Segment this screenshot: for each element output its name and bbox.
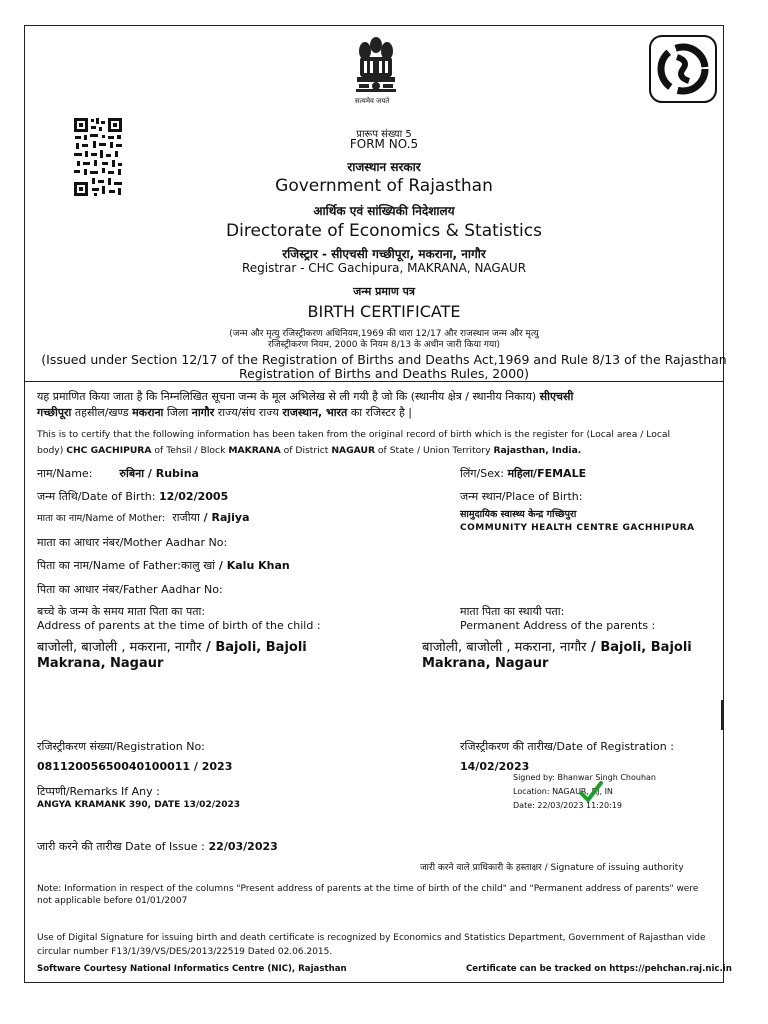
dob-row xyxy=(37,489,228,504)
software-courtesy: Software Courtesy National Informatics Centre (NIC), Rajasthan xyxy=(37,964,347,974)
form-number: FORM NO.5 xyxy=(349,137,419,151)
sex-row xyxy=(460,466,586,481)
issued-under-english-2: Registration of Births and Deaths Rules, 2000) xyxy=(238,366,529,381)
note-line-1: Note: Information in respect of the columns "Present address of parents at the time of birth of the child" and "Permanent address of parents" were xyxy=(37,884,699,894)
address-permanent-value-hindi: बाजोली, बाजोली , मकराना, नागौर xyxy=(422,640,587,655)
address-permanent-value-line-2: Makrana, Nagaur xyxy=(422,656,549,671)
header-divider xyxy=(24,381,724,382)
mother-aadhar-label: माता का आधार नंबर/Mother Aadhar No: xyxy=(37,536,228,549)
registrar-hindi: रजिस्ट्रार - सीएचसी गच्छीपूरा, मकराना, नागौर xyxy=(282,247,486,261)
dob-label: जन्म तिथि/Date of Birth: xyxy=(37,490,156,503)
emblem-motto: सत्यमेव जयते xyxy=(355,97,390,105)
certify-english-state-label: of State / Union Territory xyxy=(375,445,494,456)
sex-value: महिला/FEMALE xyxy=(507,467,587,480)
issued-under-hindi-2: रजिस्ट्रीकरण नियम, 2000 के नियम 8/13 के अधीन जारी किया गया) xyxy=(267,340,501,350)
name-row xyxy=(37,466,199,481)
digital-sign-date: Date: 22/03/2023 11:20:19 xyxy=(513,801,622,810)
certify-hindi-end: का रजिस्टर है | xyxy=(347,406,412,419)
certify-english-line-1: This is to certify that the following information has been taken from the original record of birth which is the register for (Local area / Local xyxy=(37,429,671,440)
remarks-value: ANGYA KRAMANK 390, DATE 13/02/2023 xyxy=(37,800,241,810)
name-label: नाम/Name: xyxy=(37,467,93,480)
digital-sign-location: Location: NAGAUR, RJ, IN xyxy=(513,787,613,796)
address-permanent-value-line-1 xyxy=(422,637,692,655)
certify-hindi-district-label: जिला xyxy=(163,406,192,419)
certify-english-state: Rajasthan, India. xyxy=(493,445,582,456)
registration-number-value: 08112005650040100011 / 2023 xyxy=(37,760,233,773)
dob-value: 12/02/2005 xyxy=(158,490,229,503)
certify-english-district-label: of District xyxy=(280,445,332,456)
mother-value-hindi: राजीया xyxy=(172,511,200,524)
tracking-link[interactable]: Certificate can be tracked on https://pehchan.raj.nic.in xyxy=(466,964,732,974)
certify-english-tehsil: MAKRANA xyxy=(228,445,281,456)
mother-value: / Rajiya xyxy=(199,511,250,524)
certificate-title-hindi: जन्म प्रमाण पत्र xyxy=(353,285,415,298)
government-title: Government of Rajasthan xyxy=(275,176,493,196)
issued-under-english-1: (Issued under Section 12/17 of the Registration of Births and Deaths Act,1969 and Rule 8/13 of the Rajasthan xyxy=(41,352,727,367)
directorate-hindi: आर्थिक एवं सांख्यिकी निदेशालय xyxy=(313,204,455,218)
pehchan-logo-icon xyxy=(649,35,717,103)
directorate-title: Directorate of Economics & Statistics xyxy=(226,221,542,241)
form-number-hindi: प्रारूप संख्या 5 xyxy=(356,129,412,140)
certify-english-tehsil-label: of Tehsil / Block xyxy=(151,445,229,456)
address-birth-value: / Bajoli, Bajoli xyxy=(201,640,307,655)
certify-hindi-line-1 xyxy=(37,389,573,404)
issue-date-value: 22/03/2023 xyxy=(204,840,278,853)
remarks-label: टिप्पणी/Remarks If Any : xyxy=(37,785,160,798)
father-value-hindi: कालु खां xyxy=(180,559,216,572)
address-birth-label: Address of parents at the time of birth of the child : xyxy=(37,619,321,632)
father-row xyxy=(37,558,290,573)
digital-signature-note-1: Use of Digital Signature for issuing birth and death certificate is recognized by Economics and Statistics Department, Government of Rajasthan vide xyxy=(37,933,706,943)
father-aadhar-label: पिता का आधार नंबर/Father Aadhar No: xyxy=(37,583,223,596)
sex-label: लिंग/Sex: xyxy=(460,467,504,480)
address-birth-hindi-label: बच्चे के जन्म के समय माता पिता का पता: xyxy=(37,605,206,618)
certificate-title: BIRTH CERTIFICATE xyxy=(307,302,461,321)
signature-label: जारी करने वाले प्राधिकारी के हस्ताक्षर / Signature of issuing authority xyxy=(420,863,684,873)
father-value: / Kalu Khan xyxy=(215,559,290,572)
certify-hindi-state: राजस्थान, भारत xyxy=(282,406,348,419)
issue-date-label: जारी करने की तारीख Date of Issue : xyxy=(37,840,205,853)
certify-hindi-local-body-2: गच्छीपूरा xyxy=(37,406,72,419)
certify-english-line-2 xyxy=(37,445,581,456)
address-birth-value-line-1 xyxy=(37,637,307,655)
certify-hindi-state-label: राज्य/संघ राज्य xyxy=(214,406,283,419)
address-birth-value-line-2: Makrana, Nagaur xyxy=(37,656,164,671)
government-hindi: राजस्थान सरकार xyxy=(347,160,421,174)
certify-hindi-tehsil: मकराना xyxy=(132,406,164,419)
registration-date-label: रजिस्ट्रीकरण की तारीख/Date of Registration : xyxy=(460,740,674,753)
mother-label: माता का नाम/Name of Mother: xyxy=(37,513,166,524)
certify-hindi-line-2 xyxy=(37,405,412,420)
issued-under-hindi-1: (जन्म और मृत्यु रजिस्ट्रीकरण अधिनियम,1969 की धारा 12/17 और राजस्थान जन्म और मृत्यु xyxy=(229,329,539,339)
mother-row xyxy=(37,510,250,525)
pob-label: जन्म स्थान/Place of Birth: xyxy=(460,490,583,503)
registration-date-value: 14/02/2023 xyxy=(460,760,530,773)
registrar-english: Registrar - CHC Gachipura, MAKRANA, NAGAUR xyxy=(241,261,527,275)
digital-signature-note-2: circular number F13/1/39/VS/DES/2013/22519 Dated 02.06.2015. xyxy=(37,947,333,957)
digital-signed-by: Signed by: Bhanwar Singh Chouhan xyxy=(513,773,656,782)
certify-hindi-district: नागौर xyxy=(191,406,215,419)
issue-date-row xyxy=(37,839,278,854)
verified-tick-icon xyxy=(578,779,604,805)
pob-value: COMMUNITY HEALTH CENTRE GACHHIPURA xyxy=(460,523,695,533)
address-birth-value-hindi: बाजोली, बाजोली , मकराना, नागौर xyxy=(37,640,202,655)
certify-hindi-tehsil-label: तहसील/खण्ड xyxy=(71,406,133,419)
name-value-hindi: रुबिना xyxy=(119,467,145,480)
certify-english-body-label: body) xyxy=(37,445,67,456)
address-permanent-label: Permanent Address of the parents : xyxy=(460,619,656,632)
certify-english-local-body: CHC GACHIPURA xyxy=(66,445,152,456)
name-value: / Rubina xyxy=(144,467,199,480)
registration-number-label: रजिस्ट्रीकरण संख्या/Registration No: xyxy=(37,740,205,753)
address-permanent-hindi-label: माता पिता का स्थायी पता: xyxy=(460,605,565,618)
certify-hindi-local-body: सीएचसी xyxy=(539,390,574,403)
side-mark xyxy=(721,700,723,730)
certify-english-district: NAGAUR xyxy=(331,445,376,456)
certify-hindi-text: यह प्रमाणित किया जाता है कि निम्नलिखित सूचना जन्म के मूल अभिलेख से ली गयी है जो कि (स्थानीय क्षेत्र / स्थानीय निकाय) xyxy=(37,390,540,403)
note-line-2: not applicable before 01/01/2007 xyxy=(37,896,188,906)
father-label: पिता का नाम/Name of Father: xyxy=(37,559,181,572)
address-permanent-value: / Bajoli, Bajoli xyxy=(586,640,692,655)
pob-value-hindi: सामुदायिक स्वास्थ्य केन्द्र गच्छिपुरा xyxy=(460,509,577,520)
